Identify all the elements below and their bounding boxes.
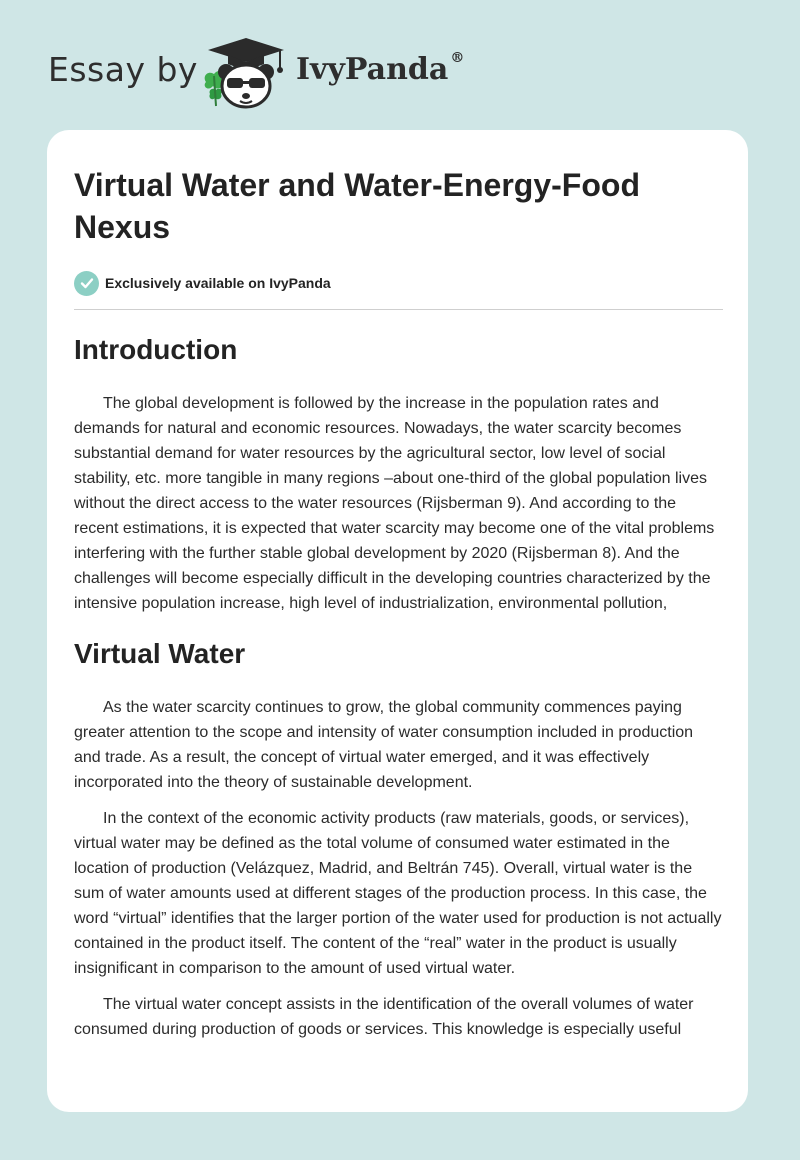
section-heading-virtual-water: Virtual Water [74,638,246,669]
registered-mark: ® [450,50,465,66]
brand-name[interactable] [296,52,464,87]
paragraph: The virtual water concept assists in the identification of the overall volumes of water consumed during production of goods or services. This knowledge is especially useful [74,996,694,1038]
paragraph: As the water scarcity continues to grow, the global community commences paying greater attention to the scope and intensity of water consumption included in production and trade. As a result, the concept of virtual water emerged, and it was effectively incorporated into the theory of sustainable development. [74,699,694,791]
essay-by-label: Essay by [48,50,198,89]
divider [74,309,723,310]
brand-name-text: IvyPanda [296,52,449,87]
essay-card [47,130,748,1112]
site-header [0,0,800,130]
paragraph: The global development is followed by the increase in the population rates and demands for natural and economic resources. Nowadays, the water scarcity becomes substantial demand for water resources by the agricultural sector, low level of social stability, etc. more tangible in many regions –about one-third of the global population lives without the direct access to the water resources (Rijsberman 9). And according to the recent estimations, it is expected that water scarcity may become one of the vital problems interfering with the further stable global development by 2020 (Rijsberman 8). And the challenges will become especially difficult in the developing countries characterized by the intensive population increase, high level of industrialization, environmental pollution, [74,395,715,612]
exclusive-badge [74,269,724,297]
page-title: Virtual Water and Water-Energy-Food Nexus [74,167,640,245]
panda-head-icon [218,64,274,107]
checkmark-icon [74,271,99,296]
panda-logo-icon[interactable] [200,36,292,110]
essay-content [74,164,724,1042]
exclusive-label: Exclusively available on IvyPanda [105,275,331,291]
paragraph: In the context of the economic activity products (raw materials, goods, or services), virtual water may be defined as the total volume of consumed water estimated in the location of production (Velázquez, Madrid, and Beltrán 745). Overall, virtual water is the sum of water amounts used at different stages of the production process. In this case, the word “virtual” identifies that the larger portion of the water used for production is not actually contained in the product itself. The content of the “real” water in the product is usually insignificant in comparison to the amount of used virtual water. [74,810,722,977]
section-heading-introduction: Introduction [74,334,238,365]
